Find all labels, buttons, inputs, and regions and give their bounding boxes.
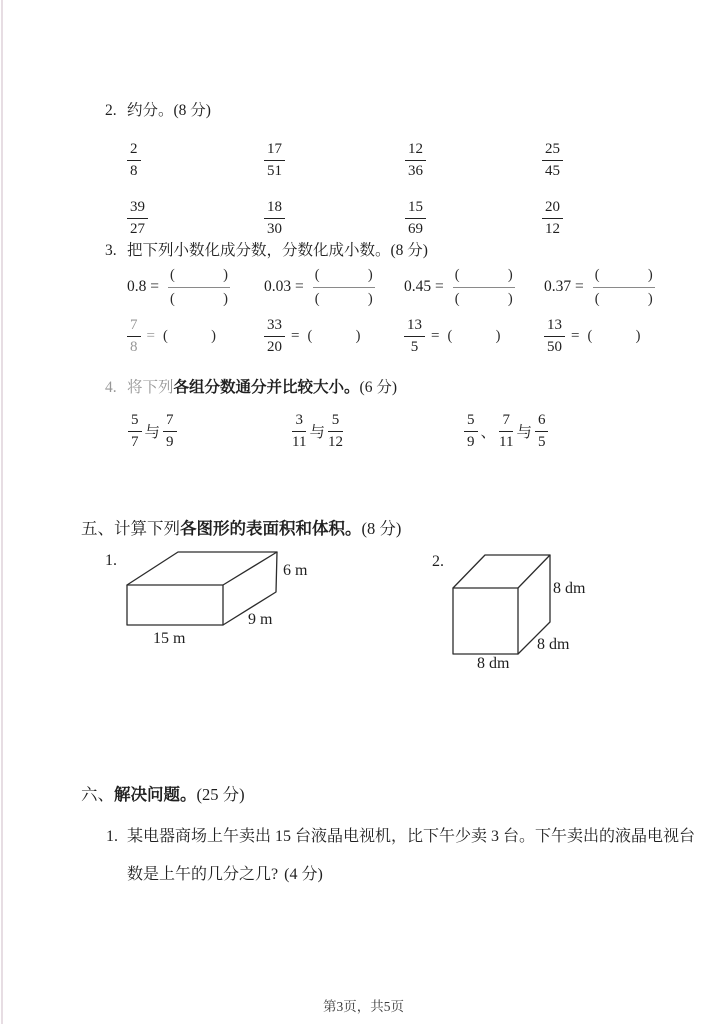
fraction-compare-group bbox=[128, 408, 177, 454]
paren-denominator bbox=[593, 289, 655, 308]
paren-denominator bbox=[313, 289, 375, 308]
fraction-denominator: 5 bbox=[410, 338, 419, 355]
fraction-cell bbox=[405, 199, 426, 238]
problem-1-question: 某电器商场上午卖出 15 台液晶电视机，比下午少卖 3 台。下午卖出的液晶电视台数是上午的几分之几? bbox=[127, 828, 696, 883]
equals-sign: = bbox=[146, 327, 155, 344]
fraction-numerator: 15 bbox=[405, 199, 426, 219]
equals-sign: = bbox=[431, 327, 440, 344]
open-paren: ( bbox=[170, 266, 175, 283]
cuboid-height-label: 6 m bbox=[283, 562, 308, 579]
fraction-denominator: 9 bbox=[166, 433, 174, 450]
cube-depth-label: 8 dm bbox=[537, 636, 570, 653]
fraction-denominator: 69 bbox=[408, 221, 423, 237]
fraction-cell bbox=[127, 199, 148, 238]
fraction-cell bbox=[264, 199, 285, 238]
separator: 与 bbox=[309, 424, 325, 441]
separator: 与 bbox=[144, 424, 161, 441]
separator: 、 bbox=[480, 424, 497, 441]
paren-denominator bbox=[168, 289, 230, 308]
open-paren: ( bbox=[454, 266, 460, 283]
page-edge-line bbox=[1, 0, 3, 1024]
section6-header bbox=[81, 781, 245, 805]
fraction bbox=[404, 317, 425, 356]
section6-number: 六、 bbox=[81, 785, 114, 804]
fraction bbox=[464, 412, 478, 451]
fraction bbox=[542, 199, 563, 238]
section6-title: 解决问题。 bbox=[114, 786, 197, 804]
figure-2-label: 2. bbox=[432, 553, 444, 570]
decimal-value: 0.37 = bbox=[544, 278, 584, 295]
cuboid-width-label: 15 m bbox=[153, 630, 186, 647]
paren-fraction bbox=[453, 267, 515, 308]
open-paren: ( bbox=[314, 266, 320, 283]
decimal-to-fraction-item bbox=[544, 264, 655, 310]
fraction-cell bbox=[405, 141, 426, 180]
fraction-denominator: 5 bbox=[537, 433, 546, 450]
fraction-denominator: 7 bbox=[131, 433, 139, 450]
page-number-footer: 第3页，共5页 bbox=[323, 999, 404, 1014]
q2-number: 2. bbox=[105, 102, 117, 119]
fraction-numerator: 33 bbox=[264, 317, 285, 337]
figure-cube bbox=[425, 548, 603, 674]
fraction-denominator: 27 bbox=[130, 221, 145, 237]
fraction bbox=[542, 141, 563, 180]
cube-top-face bbox=[453, 555, 550, 588]
equals-sign: = bbox=[291, 327, 300, 344]
q3-decimal-row bbox=[127, 264, 707, 314]
fraction bbox=[264, 199, 285, 238]
q3-fraction-row bbox=[127, 313, 707, 363]
answer-blank bbox=[585, 328, 642, 345]
figure-cuboid bbox=[100, 545, 330, 651]
open-paren: ( bbox=[170, 290, 175, 307]
close-paren: ) bbox=[495, 327, 501, 344]
cube-width-label: 8 dm bbox=[477, 655, 510, 672]
open-paren: ( bbox=[307, 327, 313, 344]
fraction-numerator: 17 bbox=[264, 141, 285, 161]
open-paren: ( bbox=[594, 290, 600, 307]
fraction-cell bbox=[542, 199, 563, 238]
q2-header bbox=[105, 98, 211, 120]
fraction-denominator: 12 bbox=[327, 433, 343, 450]
fraction-cell bbox=[127, 141, 141, 180]
paren-fraction bbox=[593, 267, 655, 308]
close-paren: ) bbox=[647, 290, 653, 307]
q3-number: 3. bbox=[105, 242, 117, 259]
decimal-to-fraction-item bbox=[264, 264, 375, 310]
paren-fraction bbox=[168, 267, 230, 308]
fraction-numerator: 39 bbox=[127, 199, 148, 219]
fraction-denominator: 8 bbox=[130, 163, 138, 179]
fraction-denominator: 30 bbox=[267, 221, 282, 237]
paren-numerator bbox=[168, 267, 230, 288]
cuboid-top-face bbox=[127, 552, 277, 585]
fraction bbox=[535, 412, 549, 451]
close-paren: ) bbox=[647, 266, 653, 283]
fraction-compare-group bbox=[292, 408, 343, 454]
fraction-cell bbox=[264, 141, 285, 180]
q2-score: (8 分) bbox=[173, 102, 211, 119]
problem-1-score: (4 分) bbox=[284, 866, 323, 883]
fraction-numerator: 5 bbox=[328, 412, 343, 432]
q4-groups bbox=[128, 408, 688, 458]
fraction bbox=[328, 412, 343, 451]
paren-numerator bbox=[313, 267, 375, 288]
close-paren: ) bbox=[355, 327, 361, 344]
close-paren: ) bbox=[507, 266, 513, 283]
fraction-denominator: 20 bbox=[267, 338, 282, 355]
paren-numerator bbox=[593, 267, 655, 288]
decimal-value: 0.8 = bbox=[127, 278, 159, 295]
section5-title: 各图形的表面积和体积。 bbox=[180, 520, 362, 538]
q3-score: (8 分) bbox=[390, 242, 428, 259]
section5-score: (8 分) bbox=[361, 519, 402, 538]
fraction-numerator: 5 bbox=[128, 412, 142, 432]
fraction bbox=[127, 199, 148, 238]
q4-prefix: 将下列 bbox=[127, 379, 174, 396]
fraction-compare-group bbox=[464, 408, 548, 454]
open-paren: ( bbox=[454, 290, 460, 307]
fraction bbox=[499, 412, 513, 451]
section6-score: (25 分) bbox=[196, 785, 245, 804]
open-paren: ( bbox=[587, 327, 593, 344]
cuboid-depth-label: 9 m bbox=[248, 611, 273, 628]
decimal-value: 0.03 = bbox=[264, 278, 304, 295]
q3-title: 把下列小数化成分数，分数化成小数。 bbox=[127, 242, 391, 259]
fraction bbox=[128, 412, 142, 451]
fraction bbox=[405, 199, 426, 238]
open-paren: ( bbox=[594, 266, 600, 283]
cuboid-front-face bbox=[127, 585, 223, 625]
fraction-numerator: 7 bbox=[499, 412, 513, 432]
fraction bbox=[264, 317, 285, 356]
fraction-denominator: 11 bbox=[292, 433, 307, 450]
figure-1-label: 1. bbox=[105, 552, 117, 569]
answer-blank bbox=[305, 328, 362, 345]
problem-1 bbox=[106, 818, 705, 894]
fraction-numerator: 5 bbox=[464, 412, 478, 432]
paren-fraction bbox=[313, 267, 375, 308]
fraction-numerator: 7 bbox=[127, 317, 141, 337]
fraction bbox=[127, 141, 141, 180]
q3-header bbox=[105, 238, 428, 260]
section5-header bbox=[81, 515, 401, 539]
cube-height-label: 8 dm bbox=[553, 580, 586, 597]
q2-title: 约分。 bbox=[127, 102, 174, 119]
fraction-denominator: 50 bbox=[547, 338, 562, 355]
fraction bbox=[292, 412, 306, 451]
fraction-denominator: 36 bbox=[408, 163, 423, 179]
open-paren: ( bbox=[162, 327, 168, 344]
fraction-denominator: 9 bbox=[467, 433, 475, 450]
problem-1-text bbox=[127, 818, 705, 894]
open-paren: ( bbox=[447, 327, 453, 344]
decimal-value: 0.45 = bbox=[404, 278, 444, 295]
fraction-to-decimal-item bbox=[544, 313, 642, 359]
cube-front-face bbox=[453, 588, 518, 654]
fraction-numerator: 13 bbox=[544, 317, 565, 337]
answer-blank bbox=[161, 328, 218, 345]
fraction-numerator: 7 bbox=[163, 412, 177, 432]
fraction-denominator: 12 bbox=[545, 221, 560, 237]
paren-denominator bbox=[453, 289, 515, 308]
fraction-numerator: 18 bbox=[264, 199, 285, 219]
answer-blank bbox=[445, 328, 502, 345]
fraction bbox=[264, 141, 285, 180]
close-paren: ) bbox=[367, 266, 373, 283]
decimal-to-fraction-item bbox=[127, 264, 230, 310]
fraction-denominator: 8 bbox=[130, 338, 138, 355]
equals-sign: = bbox=[571, 327, 580, 344]
close-paren: ) bbox=[507, 290, 513, 307]
fraction-to-decimal-item bbox=[127, 313, 218, 359]
q4-number: 4. bbox=[105, 379, 117, 396]
fraction-denominator: 51 bbox=[267, 163, 282, 179]
fraction-numerator: 6 bbox=[535, 412, 549, 432]
problem-1-number: 1. bbox=[106, 828, 118, 845]
q2-row-1 bbox=[127, 141, 687, 191]
fraction-denominator: 45 bbox=[545, 163, 560, 179]
fraction bbox=[127, 317, 141, 356]
fraction bbox=[405, 141, 426, 180]
q4-score: (6 分) bbox=[359, 379, 397, 396]
fraction-numerator: 25 bbox=[542, 141, 563, 161]
open-paren: ( bbox=[314, 290, 320, 307]
close-paren: ) bbox=[367, 290, 373, 307]
fraction bbox=[544, 317, 565, 356]
close-paren: ) bbox=[211, 327, 216, 344]
section5-number: 五、 bbox=[81, 519, 114, 538]
fraction-to-decimal-item bbox=[264, 313, 362, 359]
decimal-to-fraction-item bbox=[404, 264, 515, 310]
q4-title: 各组分数通分并比较大小。 bbox=[173, 379, 360, 396]
fraction-denominator: 11 bbox=[499, 433, 514, 450]
paren-numerator bbox=[453, 267, 515, 288]
section5-prefix: 计算下列 bbox=[114, 519, 180, 538]
fraction bbox=[163, 412, 177, 451]
fraction-to-decimal-item bbox=[404, 313, 502, 359]
close-paren: ) bbox=[635, 327, 641, 344]
fraction-numerator: 13 bbox=[404, 317, 425, 337]
close-paren: ) bbox=[223, 290, 228, 307]
fraction-cell bbox=[542, 141, 563, 180]
fraction-numerator: 20 bbox=[542, 199, 563, 219]
q4-header bbox=[105, 375, 397, 397]
fraction-numerator: 2 bbox=[127, 141, 141, 161]
close-paren: ) bbox=[223, 266, 228, 283]
fraction-numerator: 3 bbox=[292, 412, 306, 432]
fraction-numerator: 12 bbox=[405, 141, 426, 161]
separator: 与 bbox=[516, 424, 532, 441]
